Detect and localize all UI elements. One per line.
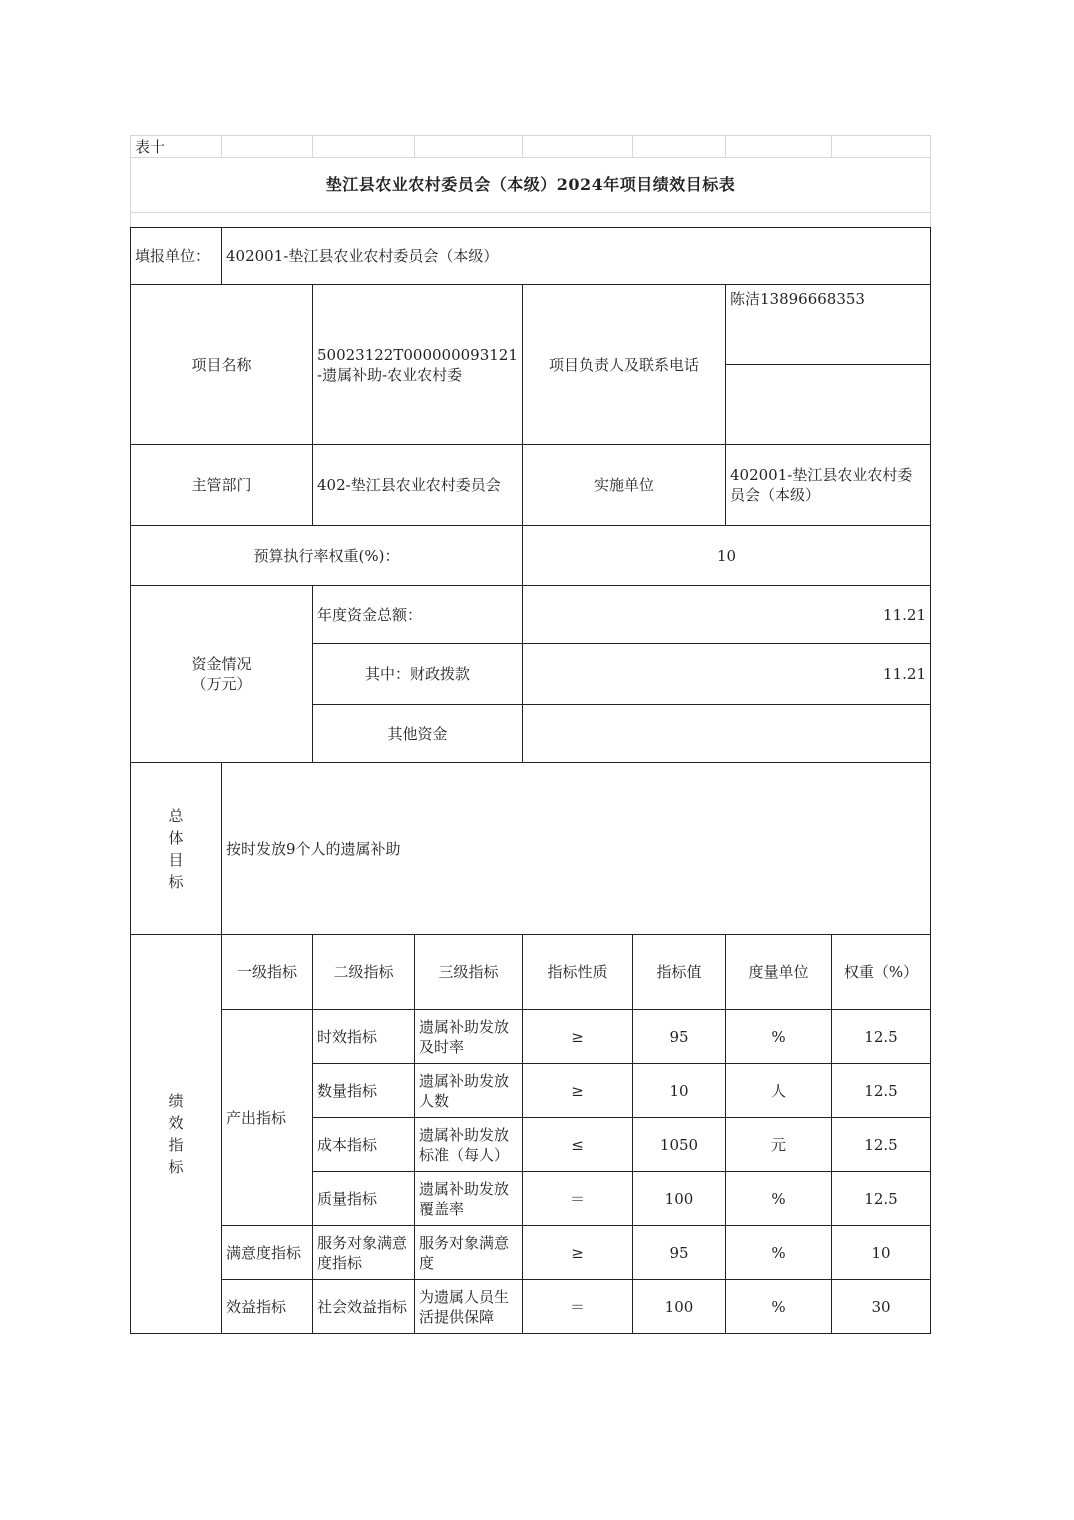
level3: 为遗属人员生活提供保障 bbox=[415, 1280, 523, 1334]
header-weight: 权重（%） bbox=[832, 935, 931, 1010]
weight: 12.5 bbox=[832, 1010, 931, 1064]
nature: ≥ bbox=[523, 1064, 633, 1118]
fill-unit-label: 填报单位： bbox=[131, 228, 222, 285]
goal-char: 目 bbox=[168, 850, 184, 869]
header-unit: 度量单位 bbox=[726, 935, 832, 1010]
nature: ＝ bbox=[523, 1280, 633, 1334]
overall-goal-label bbox=[131, 763, 222, 935]
level3: 遗属补助发放人数 bbox=[415, 1064, 523, 1118]
sheet-label: 表十 bbox=[131, 136, 222, 158]
budget-weight-value: 10 bbox=[523, 526, 931, 586]
weight: 12.5 bbox=[832, 1118, 931, 1172]
performance-target-sheet bbox=[130, 135, 930, 1334]
target-value: 10 bbox=[633, 1064, 726, 1118]
level1-output: 产出指标 bbox=[222, 1010, 313, 1226]
nature: ≥ bbox=[523, 1010, 633, 1064]
measure-unit: % bbox=[726, 1280, 832, 1334]
goal-char: 体 bbox=[168, 828, 184, 847]
level1-satisfaction: 满意度指标 bbox=[222, 1226, 313, 1280]
goal-char: 标 bbox=[168, 872, 184, 891]
header-nature: 指标性质 bbox=[523, 935, 633, 1010]
contact-value: 陈洁13896668353 bbox=[726, 285, 931, 365]
table-row bbox=[131, 1010, 931, 1064]
level1-benefit: 效益指标 bbox=[222, 1280, 313, 1334]
indicators-label bbox=[131, 935, 222, 1334]
funds-label-line2: （万元） bbox=[191, 675, 252, 693]
nature: ＝ bbox=[523, 1172, 633, 1226]
table-row bbox=[131, 1226, 931, 1280]
target-value: 1050 bbox=[633, 1118, 726, 1172]
indicator-char: 效 bbox=[168, 1114, 184, 1132]
project-name-label: 项目名称 bbox=[131, 285, 313, 445]
contact-extra bbox=[726, 365, 931, 445]
level2: 社会效益指标 bbox=[313, 1280, 415, 1334]
weight: 12.5 bbox=[832, 1064, 931, 1118]
level3: 遗属补助发放标准（每人） bbox=[415, 1118, 523, 1172]
implementing-unit-label: 实施单位 bbox=[523, 445, 726, 526]
target-value: 95 bbox=[633, 1010, 726, 1064]
annual-total-value: 11.21 bbox=[523, 586, 931, 644]
target-value: 95 bbox=[633, 1226, 726, 1280]
measure-unit: 元 bbox=[726, 1118, 832, 1172]
annual-total-label: 年度资金总额： bbox=[313, 586, 523, 644]
goal-char: 总 bbox=[168, 806, 184, 825]
nature: ≤ bbox=[523, 1118, 633, 1172]
level2: 时效指标 bbox=[313, 1010, 415, 1064]
other-funds-value bbox=[523, 705, 931, 763]
nature: ≥ bbox=[523, 1226, 633, 1280]
department-label: 主管部门 bbox=[131, 445, 313, 526]
budget-weight-label: 预算执行率权重(%)： bbox=[131, 526, 523, 586]
level2: 质量指标 bbox=[313, 1172, 415, 1226]
measure-unit: % bbox=[726, 1010, 832, 1064]
level2: 成本指标 bbox=[313, 1118, 415, 1172]
level3: 遗属补助发放及时率 bbox=[415, 1010, 523, 1064]
fill-unit-value: 402001-垫江县农业农村委员会（本级） bbox=[222, 228, 931, 285]
other-funds-label: 其他资金 bbox=[313, 705, 523, 763]
implementing-unit-value: 402001-垫江县农业农村委员会（本级） bbox=[726, 445, 931, 526]
funds-label-line1: 资金情况 bbox=[191, 655, 252, 673]
department-value: 402-垫江县农业农村委员会 bbox=[313, 445, 523, 526]
level3: 服务对象满意度 bbox=[415, 1226, 523, 1280]
page-title: 垫江县农业农村委员会（本级）2024年项目绩效目标表 bbox=[131, 158, 931, 213]
level3: 遗属补助发放覆盖率 bbox=[415, 1172, 523, 1226]
weight: 10 bbox=[832, 1226, 931, 1280]
weight: 12.5 bbox=[832, 1172, 931, 1226]
performance-table bbox=[130, 135, 931, 1334]
header-level3: 三级指标 bbox=[415, 935, 523, 1010]
weight: 30 bbox=[832, 1280, 931, 1334]
funds-label bbox=[131, 586, 313, 763]
header-value: 指标值 bbox=[633, 935, 726, 1010]
measure-unit: % bbox=[726, 1226, 832, 1280]
fiscal-label: 其中：财政拨款 bbox=[313, 644, 523, 705]
target-value: 100 bbox=[633, 1280, 726, 1334]
indicator-char: 标 bbox=[168, 1158, 184, 1176]
target-value: 100 bbox=[633, 1172, 726, 1226]
level2: 服务对象满意度指标 bbox=[313, 1226, 415, 1280]
measure-unit: % bbox=[726, 1172, 832, 1226]
table-row bbox=[131, 1280, 931, 1334]
overall-goal-value: 按时发放9个人的遗属补助 bbox=[222, 763, 931, 935]
indicator-char: 绩 bbox=[168, 1092, 184, 1110]
fiscal-value: 11.21 bbox=[523, 644, 931, 705]
project-name-value: 50023122T000000093121-遗属补助-农业农村委 bbox=[313, 285, 523, 445]
indicator-char: 指 bbox=[168, 1136, 184, 1154]
measure-unit: 人 bbox=[726, 1064, 832, 1118]
header-level1: 一级指标 bbox=[222, 935, 313, 1010]
header-level2: 二级指标 bbox=[313, 935, 415, 1010]
contact-label: 项目负责人及联系电话 bbox=[523, 285, 726, 445]
level2: 数量指标 bbox=[313, 1064, 415, 1118]
